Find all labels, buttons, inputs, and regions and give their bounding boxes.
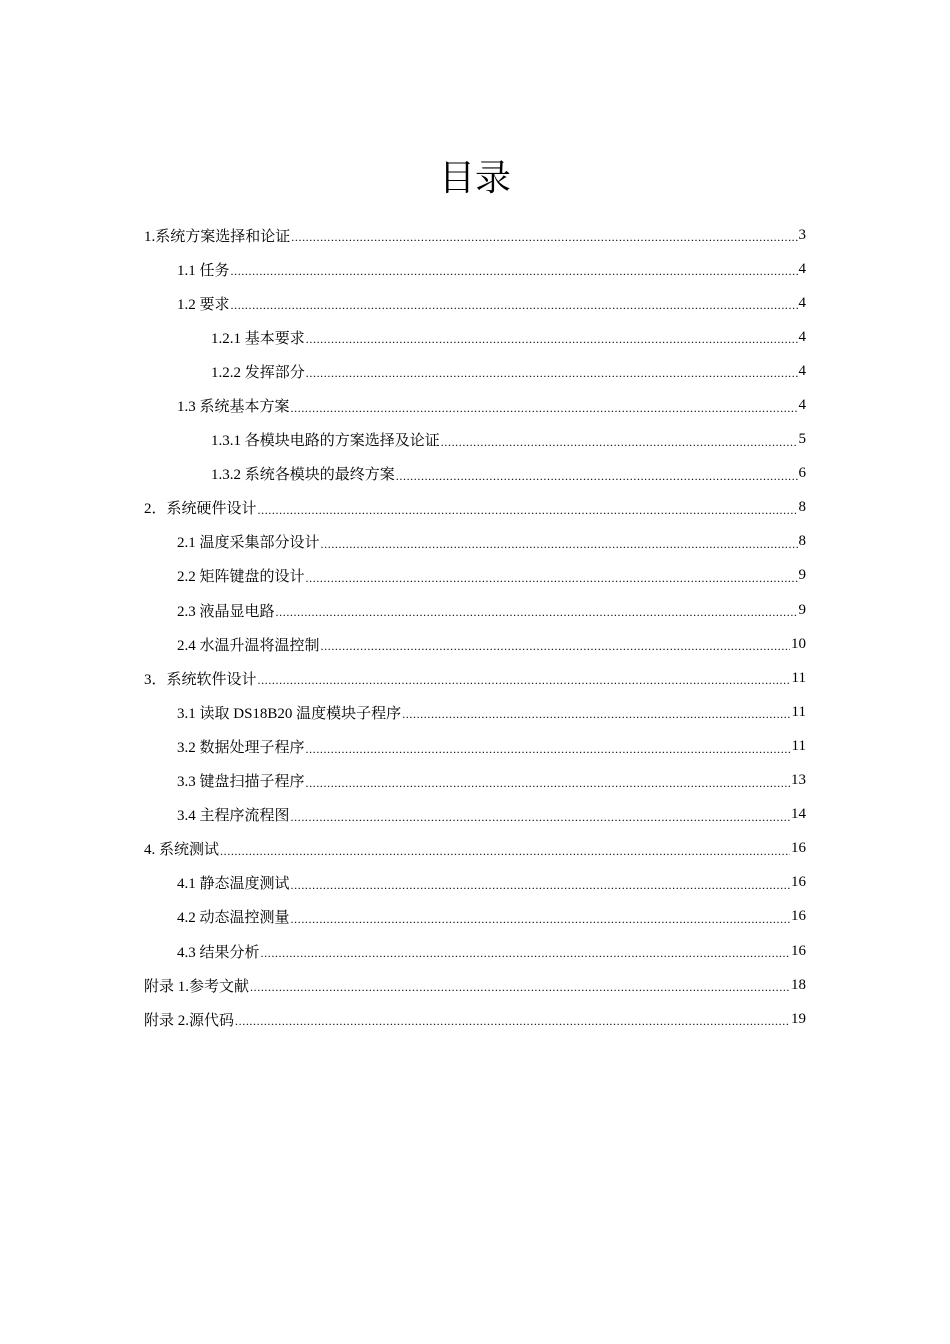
toc-entry[interactable] [0,764,950,798]
toc-entry-title: 1.2.1 基本要求 [211,330,305,347]
toc-leader-dots [321,537,798,559]
toc-leader-dots [291,810,790,832]
toc-entry[interactable] [0,252,950,286]
toc-entry-title: 1.2 要求 [177,296,230,313]
toc-leader-dots [321,639,790,661]
toc-leader-dots [402,707,790,729]
toc-leader-dots [441,435,798,457]
toc-entry-title: 4.2 动态温控测量 [177,910,290,927]
toc-entry-title: 2.4 水温升温将温控制 [177,637,320,654]
toc-leader-dots [291,912,790,934]
toc-leader-dots [306,742,791,764]
toc-entry[interactable] [0,1002,950,1036]
toc-page-number: 13 [791,772,806,789]
table-of-contents [0,218,950,1036]
toc-entry-title: 2．系统硬件设计 [144,501,257,518]
toc-entry[interactable] [0,832,950,866]
toc-leader-dots [258,503,798,525]
toc-page-number: 16 [791,942,806,959]
toc-entry[interactable] [0,695,950,729]
toc-entry-title: 1.3 系统基本方案 [177,399,290,416]
toc-entry-title: 4.1 静态温度测试 [177,876,290,893]
toc-page-number: 4 [798,397,806,414]
toc-entry[interactable] [0,218,950,252]
toc-page-number: 4 [798,328,806,345]
toc-entry-title: 1.3.1 各模块电路的方案选择及论证 [211,433,440,450]
toc-entry[interactable] [0,423,950,457]
toc-entry[interactable] [0,354,950,388]
toc-page-number: 11 [791,669,806,686]
toc-entry[interactable] [0,729,950,763]
toc-entry-title: 3.2 数据处理子程序 [177,739,305,756]
toc-entry[interactable] [0,286,950,320]
toc-entry-title: 1.3.2 系统各模块的最终方案 [211,467,395,484]
toc-leader-dots [291,401,798,423]
toc-page-number: 16 [791,840,806,857]
toc-page-number: 4 [798,260,806,277]
toc-page-number: 8 [798,533,806,550]
page-title: 目录 [438,158,511,199]
toc-leader-dots [231,298,798,320]
toc-entry[interactable] [0,866,950,900]
toc-entry[interactable] [0,525,950,559]
toc-entry-title: 3．系统软件设计 [144,671,257,688]
toc-entry-title: 3.1 读取 DS18B20 温度模块子程序 [177,705,402,722]
toc-leader-dots [258,673,791,695]
toc-entry-title: 4. 系统测试 [144,842,220,859]
toc-page-number: 5 [798,431,806,448]
toc-page-number: 9 [798,567,806,584]
toc-entry[interactable] [0,491,950,525]
toc-entry-title: 3.4 主程序流程图 [177,808,290,825]
toc-entry[interactable] [0,900,950,934]
toc-entry-title: 2.1 温度采集部分设计 [177,535,320,552]
toc-entry-title: 1.系统方案选择和论证 [144,228,291,245]
toc-leader-dots [261,946,790,968]
toc-entry[interactable] [0,388,950,422]
toc-entry[interactable] [0,934,950,968]
toc-page-number: 8 [798,499,806,516]
toc-page-number: 10 [791,635,806,652]
toc-entry-title: 附录 1.参考文献 [144,978,250,995]
toc-page-number: 9 [798,601,806,618]
toc-leader-dots [306,776,790,798]
toc-leader-dots [276,605,798,627]
toc-leader-dots [306,366,798,388]
toc-entry[interactable] [0,968,950,1002]
toc-page-number: 11 [791,737,806,754]
toc-entry-title: 2.2 矩阵键盘的设计 [177,569,305,586]
toc-page-number: 4 [798,362,806,379]
toc-page-number: 16 [791,908,806,925]
toc-page-number: 3 [798,226,806,243]
toc-page-number: 16 [791,874,806,891]
toc-leader-dots [250,980,790,1002]
toc-entry-title: 3.3 键盘扫描子程序 [177,774,305,791]
toc-page-number: 19 [791,1010,806,1027]
toc-entry[interactable] [0,627,950,661]
toc-entry-title: 2.3 液晶显电路 [177,603,275,620]
toc-leader-dots [291,878,790,900]
toc-leader-dots [231,264,798,286]
toc-entry[interactable] [0,559,950,593]
toc-leader-dots [235,1014,790,1036]
toc-leader-dots [291,230,797,252]
toc-entry[interactable] [0,457,950,491]
toc-entry-title: 1.2.2 发挥部分 [211,364,305,381]
toc-entry-title: 附录 2.源代码 [144,1012,235,1029]
toc-page-number: 14 [791,806,806,823]
toc-leader-dots [396,469,798,491]
toc-leader-dots [220,844,790,866]
toc-entry-title: 4.3 结果分析 [177,944,260,961]
toc-leader-dots [306,571,798,593]
toc-leader-dots [306,332,798,354]
toc-entry[interactable] [0,661,950,695]
toc-page-number: 11 [791,703,806,720]
toc-entry[interactable] [0,593,950,627]
toc-page-number: 18 [791,976,806,993]
toc-page-number: 6 [798,465,806,482]
toc-entry-title: 1.1 任务 [177,262,230,279]
toc-page-number: 4 [798,294,806,311]
toc-entry[interactable] [0,320,950,354]
toc-entry[interactable] [0,798,950,832]
